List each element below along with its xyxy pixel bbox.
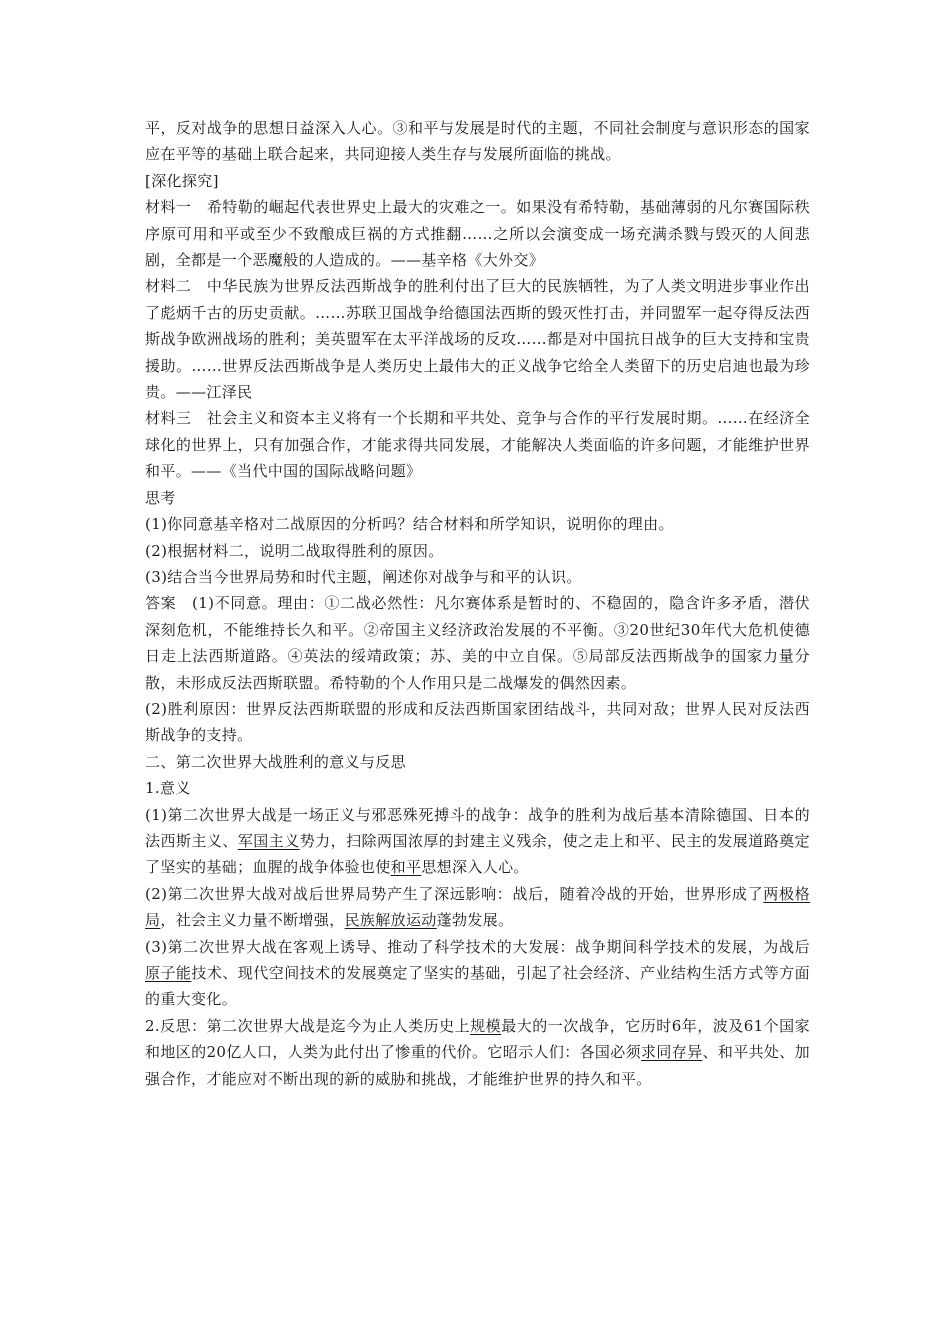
text-segment: 材料三 社会主义和资本主义将有一个长期和平共处、竞争与合作的平行发展时期。……在经济全球化的世界上，只有加强合作，才能求得共同发展，才能解决人类面临的许多问题，才能维护世界和平。——《当代中国的国际战略问题》 xyxy=(145,409,810,481)
text-segment: 思想深入人心。 xyxy=(421,858,529,877)
text-segment: 材料一 希特勒的崛起代表世界史上最大的灾难之一。如果没有希特勒，基础薄弱的凡尔赛国际秩序原可用和平或至少不致酿成巨祸的方式推翻……之所以会演变成一场充满杀戮与毁灭的人间悲剧，全都是一个恶魔般的人造成的。——基辛格《大外交》 xyxy=(145,198,810,270)
paragraph xyxy=(145,934,810,1013)
text-segment: 二、第二次世界大战胜利的意义与反思 xyxy=(145,752,406,771)
paragraph xyxy=(145,696,810,749)
paragraph xyxy=(145,485,810,511)
underlined-term: 军国主义 xyxy=(237,831,300,850)
text-segment: (2)根据材料二，说明二战取得胜利的原因。 xyxy=(145,541,444,560)
paragraph xyxy=(145,273,810,405)
text-segment: (1)你同意基辛格对二战原因的分析吗？结合材料和所学知识，说明你的理由。 xyxy=(145,515,674,534)
text-segment: (1)第二次世界大战是一场正义与邪恶殊死搏斗的战争：战争的胜利为战后基本清除德国、日本的法西斯主义、 xyxy=(145,805,810,850)
text-segment: 材料二 中华民族为世界反法西斯战争的胜利付出了巨大的民族牺牲，为了人类文明进步事业作出了彪炳千古的历史贡献。……苏联卫国战争给德国法西斯的毁灭性打击，并同盟军一起夺得反法西斯战争欧洲战场的胜利；美英盟军在太平洋战场的反攻……都是对中国抗日战争的巨大支持和宝贵援助。……世界反法西斯战争是人类历史上最伟大的正义战争它给全人类留下的历史启迪也最为珍贵。——江泽民 xyxy=(145,277,810,402)
text-segment: (2)第二次世界大战对战后世界局势产生了深远影响：战后，随着冷战的开始，世界形成了 xyxy=(145,884,764,903)
text-segment: (3)第二次世界大战在客观上诱导、推动了科学技术的大发展：战争期间科学技术的发展，为战后 xyxy=(145,937,810,956)
paragraph xyxy=(145,802,810,881)
text-segment: 最大的一次战争，它历时6年，波及61个国家和地区的20亿人口，人类为此付出了惨重的代价。它昭示人们：各国必须 xyxy=(145,1016,811,1062)
text-segment: ，社会主义力量不断增强， xyxy=(160,911,345,930)
text-segment: 1.意义 xyxy=(145,779,191,798)
text-segment: 势力，扫除两国浓厚的封建主义残余，使之走上和平、民主的发展道路奠定了坚实的基础；血腥的战争体验也使 xyxy=(145,831,810,877)
text-segment: (3)结合当今世界局势和时代主题，阐述你对战争与和平的认识。 xyxy=(145,567,582,586)
text-segment: [深化探究] xyxy=(145,171,219,190)
paragraph xyxy=(145,115,810,168)
text-segment: 蓬勃发展。 xyxy=(436,911,514,930)
text-segment: 、和平共处、加强合作，才能应对不断出现的新的威胁和挑战，才能维护世界的持久和平。 xyxy=(145,1043,811,1088)
paragraph xyxy=(145,1013,810,1092)
paragraph xyxy=(145,749,810,775)
text-segment: 答案 (1)不同意。理由：①二战必然性：凡尔赛体系是暂时的、不稳固的，隐含许多矛盾，潜伏深刻危机，不能维持长久和平。②帝国主义经济政治发展的不平衡。③20世纪30年代大危机使德日走上法西斯道路。④英法的绥靖政策；苏、美的中立自保。⑤局部反法西斯战争的国家力量分散，未形成反法西斯联盟。希特勒的个人作用只是二战爆发的偶然因素。 xyxy=(145,594,810,692)
underlined-term: 两极格局 xyxy=(145,884,810,930)
text-segment: 平，反对战争的思想日益深入人心。③和平与发展是时代的主题，不同社会制度与意识形态的国家应在平等的基础上联合起来，共同迎接人类生存与发展所面临的挑战。 xyxy=(145,119,810,164)
underlined-term: 原子能 xyxy=(145,964,192,982)
paragraph xyxy=(145,511,810,537)
text-segment: 2.反思：第二次世界大战是迄今为止人类历史上 xyxy=(145,1016,471,1035)
underlined-term: 和平 xyxy=(390,858,422,877)
paragraph xyxy=(145,194,810,273)
underlined-term: 求同存异 xyxy=(641,1043,703,1062)
paragraph xyxy=(145,168,810,194)
paragraph xyxy=(145,564,810,590)
paragraph xyxy=(145,881,810,934)
underlined-term: 规模 xyxy=(470,1016,502,1035)
paragraph xyxy=(145,538,810,564)
underlined-term: 民族解放运动 xyxy=(344,911,437,930)
paragraph xyxy=(145,590,810,696)
document-page xyxy=(145,115,810,1092)
text-segment: (2)胜利原因：世界反法西斯联盟的形成和反法西斯国家团结战斗，共同对敌；世界人民对反法西斯战争的支持。 xyxy=(145,699,810,745)
text-segment: 思考 xyxy=(145,488,176,507)
paragraph xyxy=(145,405,810,484)
paragraph xyxy=(145,775,810,801)
text-segment: 技术、现代空间技术的发展奠定了坚实的基础，引起了社会经济、产业结构生活方式等方面的重大变化。 xyxy=(145,964,810,1009)
